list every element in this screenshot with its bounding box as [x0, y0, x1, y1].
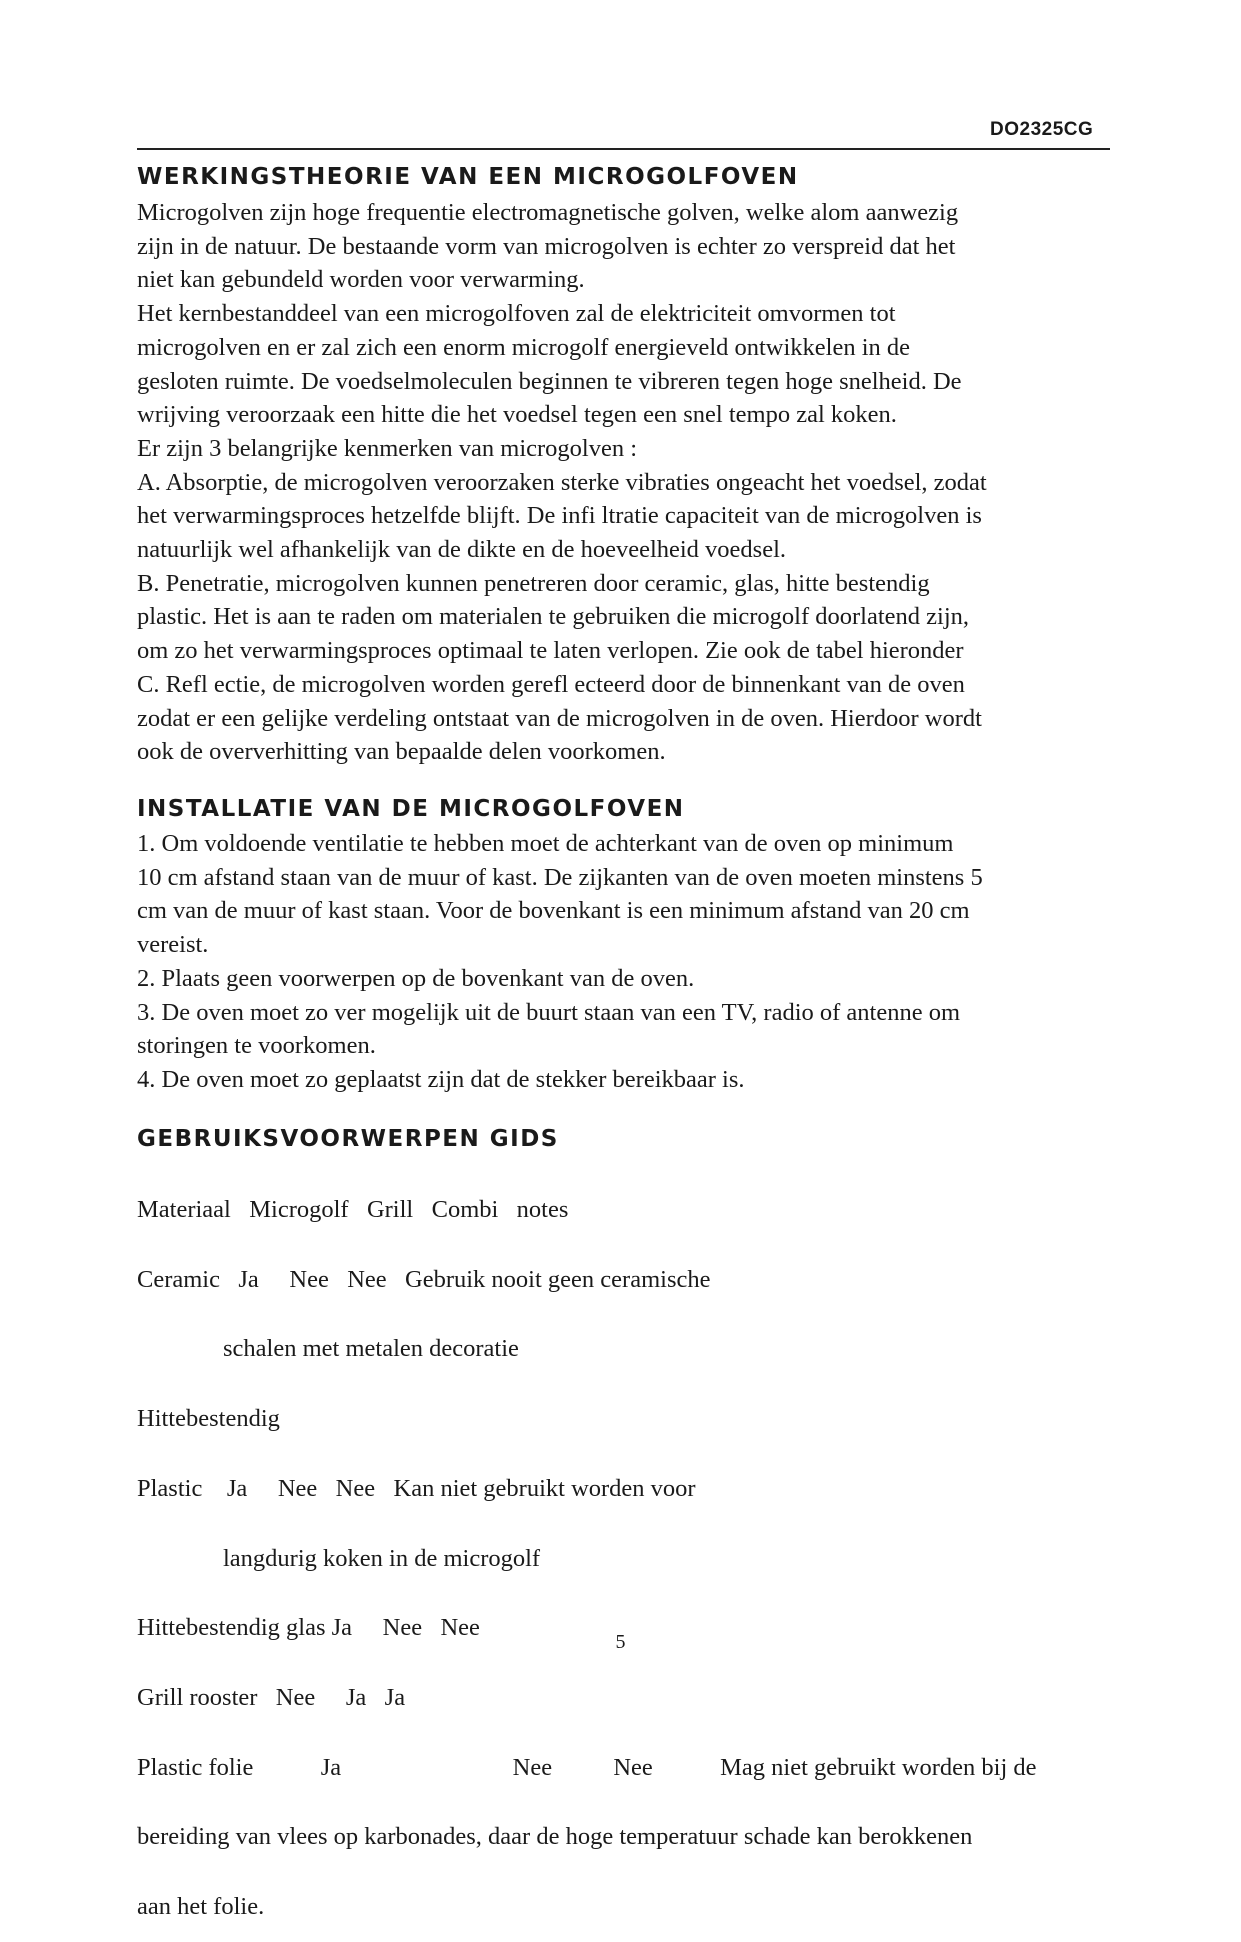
text-line: zodat er een gelijke verdeling ontstaat van de microgolven in de oven. Hierdoor wordt: [137, 704, 982, 732]
text-line: B. Penetratie, microgolven kunnen penetreren door ceramic, glas, hitte bestendig: [137, 569, 930, 597]
header-rule: [137, 148, 1110, 150]
table-row: Materiaal Microgolf Grill Combi notes: [137, 1196, 569, 1223]
text-line: Het kernbestanddeel van een microgolfoven zal de elektriciteit omvormen tot: [137, 300, 896, 328]
table-row: Ceramic Ja Nee Nee Gebruik nooit geen ceramische: [137, 1265, 711, 1293]
text-line: om zo het verwarmingsproces optimaal te laten verlopen. Zie ook de tabel hieronder: [137, 637, 964, 665]
text-line: zijn in de natuur. De bestaande vorm van microgolven is echter zo verspreid dat het: [137, 232, 956, 260]
text-line: A. Absorptie, de microgolven veroorzaken sterke vibraties ongeacht het voedsel, zodat: [137, 468, 987, 496]
section-body-guide: [137, 1157, 1117, 1942]
table-row: Hittebestendig glas Ja Nee Nee: [137, 1614, 480, 1642]
text-line: plastic. Het is aan te raden om materialen te gebruiken die microgolf doorlatend zijn,: [137, 603, 970, 631]
text-line: 3. De oven moet zo ver mogelijk uit de buurt staan van een TV, radio of antenne om: [137, 998, 961, 1026]
text-line: cm van de muur of kast staan. Voor de bovenkant is een minimum afstand van 20 cm: [137, 897, 970, 925]
text-line: C. Refl ectie, de microgolven worden gerefl ecteerd door de binnenkant van de oven: [137, 670, 965, 698]
text-line: niet kan gebundeld worden voor verwarming.: [137, 266, 585, 294]
text-line: wrijving veroorzaak een hitte die het voedsel tegen een snel tempo zal koken.: [137, 401, 897, 429]
text-line: het verwarmingsproces hetzelfde blijft. De infi ltratie capaciteit van de microgolven is: [137, 502, 982, 530]
section-title-installation: INSTALLATIE VAN DE MICROGOLFOVEN: [137, 796, 685, 822]
table-row-continuation: schalen met metalen decoratie: [223, 1335, 519, 1363]
table-row: Grill rooster Nee Ja Ja: [137, 1683, 406, 1711]
table-row-continuation: aan het folie.: [137, 1893, 265, 1921]
text-line: natuurlijk wel afhankelijk van de dikte en de hoeveelheid voedsel.: [137, 536, 787, 564]
text-line: 2. Plaats geen voorwerpen op de bovenkant van de oven.: [137, 964, 695, 992]
section-title-guide: GEBRUIKSVOORWERPEN GIDS: [137, 1126, 559, 1152]
section-body-installation: [137, 827, 1117, 1097]
table-row-continuation: bereiding van vlees op karbonades, daar de hoge temperatuur schade kan berokkenen: [137, 1823, 973, 1851]
table-row: Plastic Ja Nee Nee Kan niet gebruikt worden voor: [137, 1474, 696, 1502]
text-line: ook de oververhitting van bepaalde delen voorkomen.: [137, 738, 666, 766]
text-line: 4. De oven moet zo geplaatst zijn dat de stekker bereikbaar is.: [137, 1065, 745, 1093]
text-line: 10 cm afstand staan van de muur of kast. De zijkanten van de oven moeten minstens 5: [137, 863, 983, 891]
model-number: DO2325CG: [990, 119, 1094, 140]
text-line: Microgolven zijn hoge frequentie electromagnetische golven, welke alom aanwezig: [137, 199, 959, 226]
text-line: 1. Om voldoende ventilatie te hebben moet de achterkant van de oven op minimum: [137, 830, 954, 857]
section-body-theory: [137, 196, 1117, 769]
table-row: Plastic folie Ja Nee Nee Mag niet gebruikt worden bij de: [137, 1753, 1037, 1781]
text-line: microgolven en er zal zich een enorm microgolf energieveld ontwikkelen in de: [137, 333, 911, 361]
text-line: Er zijn 3 belangrijke kenmerken van microgolven :: [137, 434, 638, 462]
text-line: vereist.: [137, 931, 209, 959]
section-title-theory: WERKINGSTHEORIE VAN EEN MICROGOLFOVEN: [137, 164, 799, 190]
table-row-continuation: langdurig koken in de microgolf: [223, 1544, 541, 1572]
page-number: 5: [615, 1631, 626, 1653]
text-line: storingen te voorkomen.: [137, 1032, 376, 1060]
table-row: Hittebestendig: [137, 1405, 280, 1433]
text-line: gesloten ruimte. De voedselmoleculen beginnen te vibreren tegen hoge snelheid. De: [137, 367, 962, 395]
